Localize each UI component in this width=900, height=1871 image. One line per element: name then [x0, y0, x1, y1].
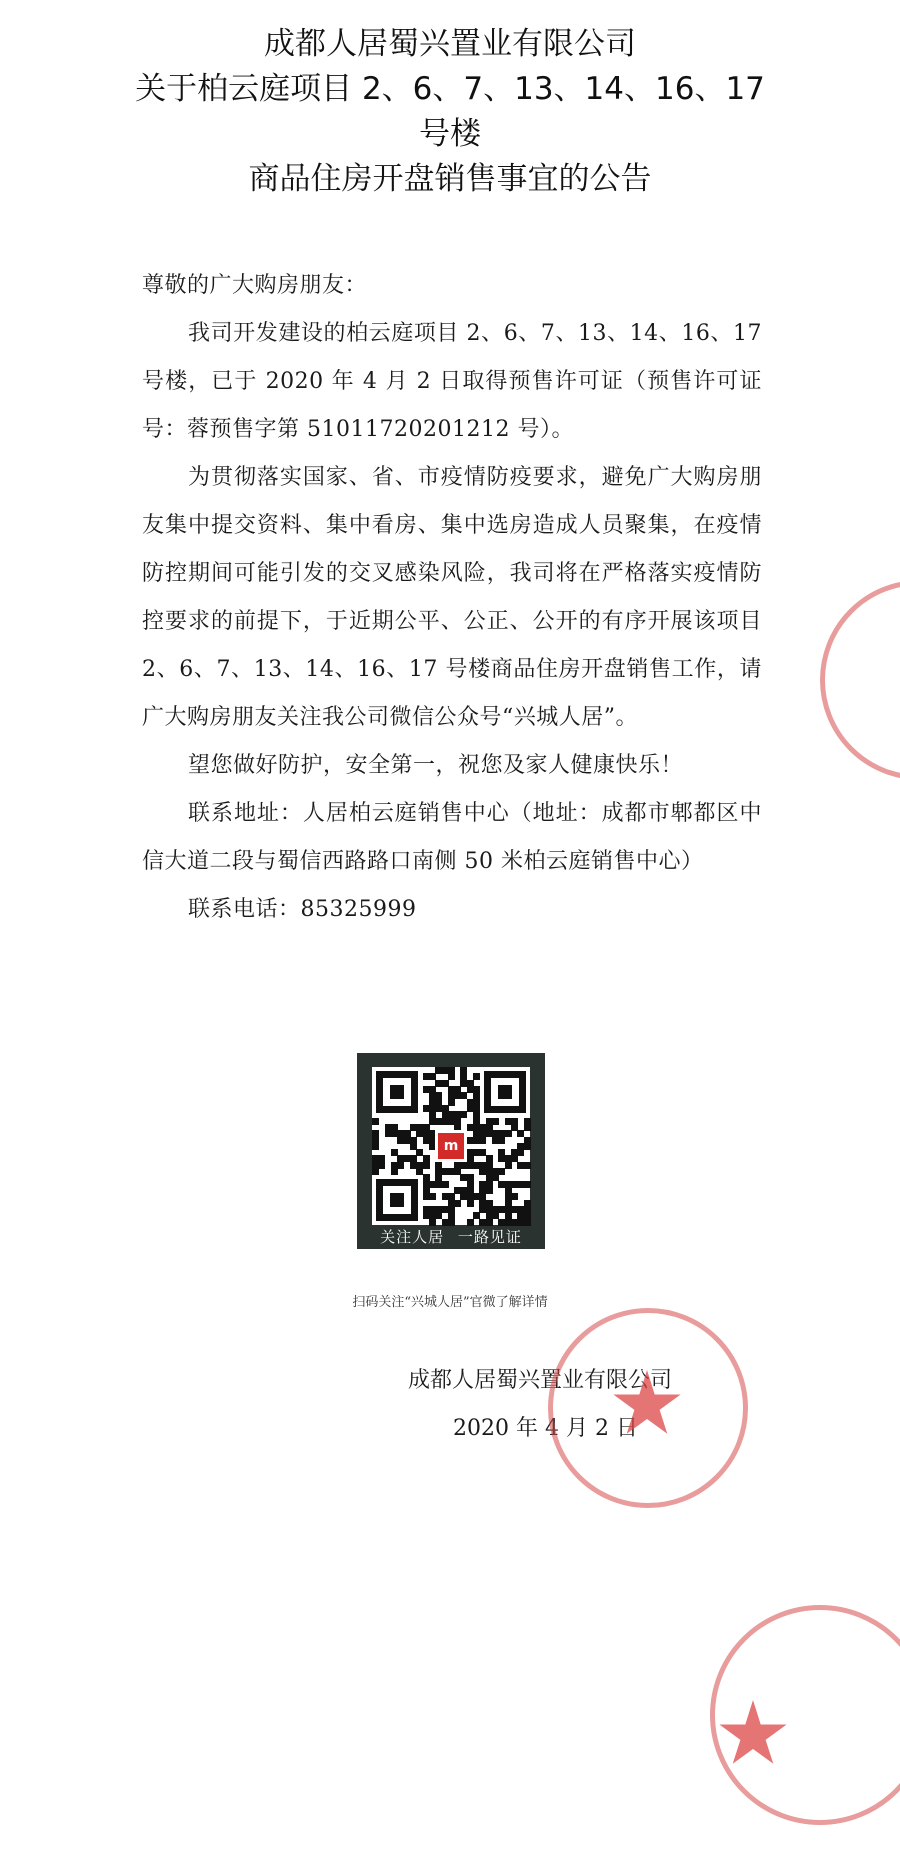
qr-finder-bottom-left — [376, 1179, 418, 1221]
title-subject-line-2: 号楼 — [419, 116, 481, 152]
qr-module — [429, 1193, 436, 1200]
qr-module — [486, 1219, 493, 1226]
qr-module — [423, 1162, 430, 1169]
qr-module — [511, 1193, 518, 1200]
qr-module — [505, 1130, 512, 1137]
seal-stamp-right-edge — [820, 580, 900, 780]
qr-module — [524, 1181, 531, 1188]
contact-address: 联系地址：人居柏云庭销售中心（地址：成都市郫都区中信大道二段与蜀信西路路口南侧 50 米柏云庭销售中心） — [142, 801, 762, 874]
signature-company: 成都人居蜀兴置业有限公司 — [408, 1368, 673, 1393]
qr-module — [517, 1149, 524, 1156]
qr-module — [397, 1162, 404, 1169]
qr-module — [454, 1200, 461, 1207]
seal-stamp-bottom-right — [710, 1605, 900, 1825]
qr-module — [524, 1143, 531, 1150]
qr-module — [378, 1162, 385, 1169]
brand-logo-icon: m — [435, 1130, 467, 1162]
qr-module — [372, 1168, 379, 1175]
qr-module — [492, 1118, 499, 1125]
qr-banner: 关注人居 一路见证 — [380, 1228, 522, 1246]
qr-module — [448, 1073, 455, 1080]
qr-module — [391, 1168, 398, 1175]
qr-module — [498, 1168, 505, 1175]
qr-code-pattern — [372, 1067, 530, 1225]
paragraph-permit: 我司开发建设的柏云庭项目 2、6、7、13、14、16、17 号楼，已于 2020 年 4 月 2 日取得预售许可证（预售许可证号：蓉预售字第 51011720201212 号）。 — [142, 321, 762, 442]
qr-code — [357, 1053, 545, 1249]
paragraph-epidemic: 为贯彻落实国家、省、市疫情防疫要求，避免广大购房朋友集中提交资料、集中看房、集中选房造成人员聚集，在疫情防控期间可能引发的交叉感染风险，我司将在严格落实疫情防控要求的前提下，于近期公平、公正、公开的有序开展该项目 2、6、7、13、14、16、17 号楼商品住房开盘销售工作，请广大购房朋友关注我公司微信公众号“兴城人居”。 — [142, 465, 762, 730]
title-company: 成都人居蜀兴置业有限公司 — [264, 26, 636, 62]
qr-module — [524, 1219, 531, 1226]
qr-module — [498, 1137, 505, 1144]
contact-phone: 联系电话：85325999 — [188, 897, 417, 922]
qr-finder-top-right — [484, 1071, 526, 1113]
qr-module — [479, 1137, 486, 1144]
signature-date: 2020 年 4 月 2 日 — [453, 1416, 638, 1441]
qr-module — [448, 1099, 455, 1106]
qr-module — [473, 1073, 480, 1080]
title-subject-line-3: 商品住房开盘销售事宜的公告 — [248, 161, 652, 197]
qr-module — [467, 1219, 474, 1226]
qr-module — [460, 1111, 467, 1118]
notice-title — [0, 22, 900, 202]
qr-module — [524, 1124, 531, 1131]
qr-module — [372, 1143, 379, 1150]
qr-module — [429, 1219, 436, 1226]
salutation: 尊敬的广大购房朋友： — [142, 273, 368, 298]
qr-module — [448, 1219, 455, 1226]
qr-module — [442, 1181, 449, 1188]
qr-module — [467, 1200, 474, 1207]
qr-finder-top-left — [376, 1071, 418, 1113]
notice-body — [142, 262, 762, 934]
qr-module — [486, 1187, 493, 1194]
title-subject-line-1: 关于柏云庭项目 2、6、7、13、14、16、17 — [135, 71, 765, 107]
qr-module — [372, 1118, 379, 1125]
qr-module — [505, 1162, 512, 1169]
qr-caption: 扫码关注“兴城人居”官微了解详情 — [352, 1295, 548, 1310]
qr-module — [524, 1162, 531, 1169]
paragraph-wishes: 望您做好防护，安全第一，祝您及家人健康快乐！ — [188, 753, 684, 778]
